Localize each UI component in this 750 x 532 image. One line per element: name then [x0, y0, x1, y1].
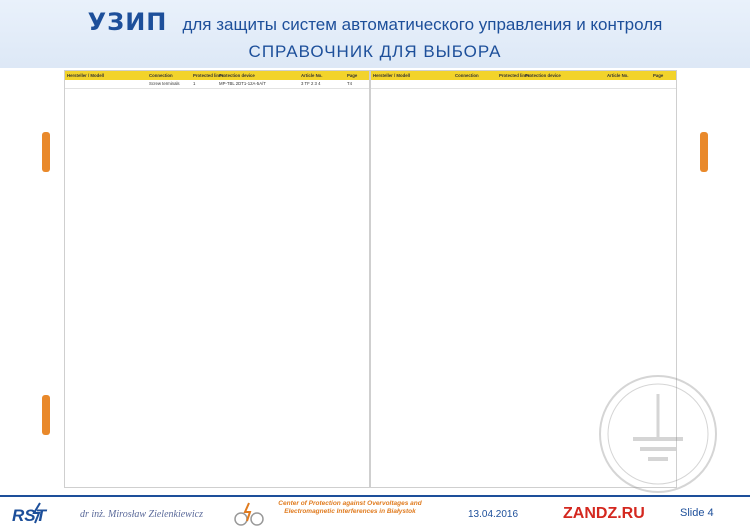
- column-header: Page: [347, 73, 358, 78]
- table-cell: Screw terminals: [149, 81, 180, 87]
- slide-header: [0, 0, 750, 68]
- slide-subtitle: СПРАВОЧНИК ДЛЯ ВЫБОРА: [248, 42, 502, 61]
- column-header: Protected lines: [193, 73, 224, 78]
- rst-logo-icon: [10, 501, 54, 527]
- column-header: Page: [653, 73, 664, 78]
- table-cell: 3 TF 2 3 4: [301, 81, 321, 87]
- table-header: [65, 71, 369, 80]
- left-reference-table: [64, 70, 370, 488]
- column-header: Article No.: [607, 73, 629, 78]
- slide-title: [0, 8, 750, 36]
- left-tab-marker-bottom: [42, 395, 50, 435]
- table-row: [371, 80, 676, 89]
- zandz-watermark-icon: [578, 354, 738, 499]
- right-tab-marker-top: [700, 132, 708, 172]
- table-header: [371, 71, 676, 80]
- svg-text:RST: RST: [12, 506, 46, 525]
- column-header: Protection device: [219, 73, 255, 78]
- table-cell: T4: [347, 81, 353, 87]
- column-header: Hersteller / Modell: [373, 73, 411, 78]
- footer-author: dr inż. Mirosław Zielenkiewicz: [80, 509, 203, 520]
- title-rest: для защиты систем автоматического управления и контроля: [182, 15, 663, 34]
- slide-footer: [0, 495, 750, 532]
- footer-center-text: Center of Protection against Overvoltages and Electromagnetic Interferences in Białystok: [278, 500, 422, 515]
- column-header: Connection: [149, 73, 173, 78]
- table-row: [65, 80, 369, 89]
- center-logo-icon: [232, 501, 266, 527]
- table-cell: MP-TBL 2DT1-12A-5A/T: [219, 81, 266, 87]
- column-header: Article No.: [301, 73, 323, 78]
- title-main: УЗИП: [87, 8, 168, 36]
- footer-brand: ZANDZ.RU: [563, 505, 645, 522]
- table-cell: 1: [193, 81, 196, 87]
- column-header: Protection device: [525, 73, 561, 78]
- footer-date: 13.04.2016: [468, 509, 519, 520]
- slide-number: Slide 4: [680, 507, 714, 519]
- column-header: Hersteller / Modell: [67, 73, 105, 78]
- left-tab-marker-top: [42, 132, 50, 172]
- column-header: Protected lines: [499, 73, 530, 78]
- column-header: Connection: [455, 73, 479, 78]
